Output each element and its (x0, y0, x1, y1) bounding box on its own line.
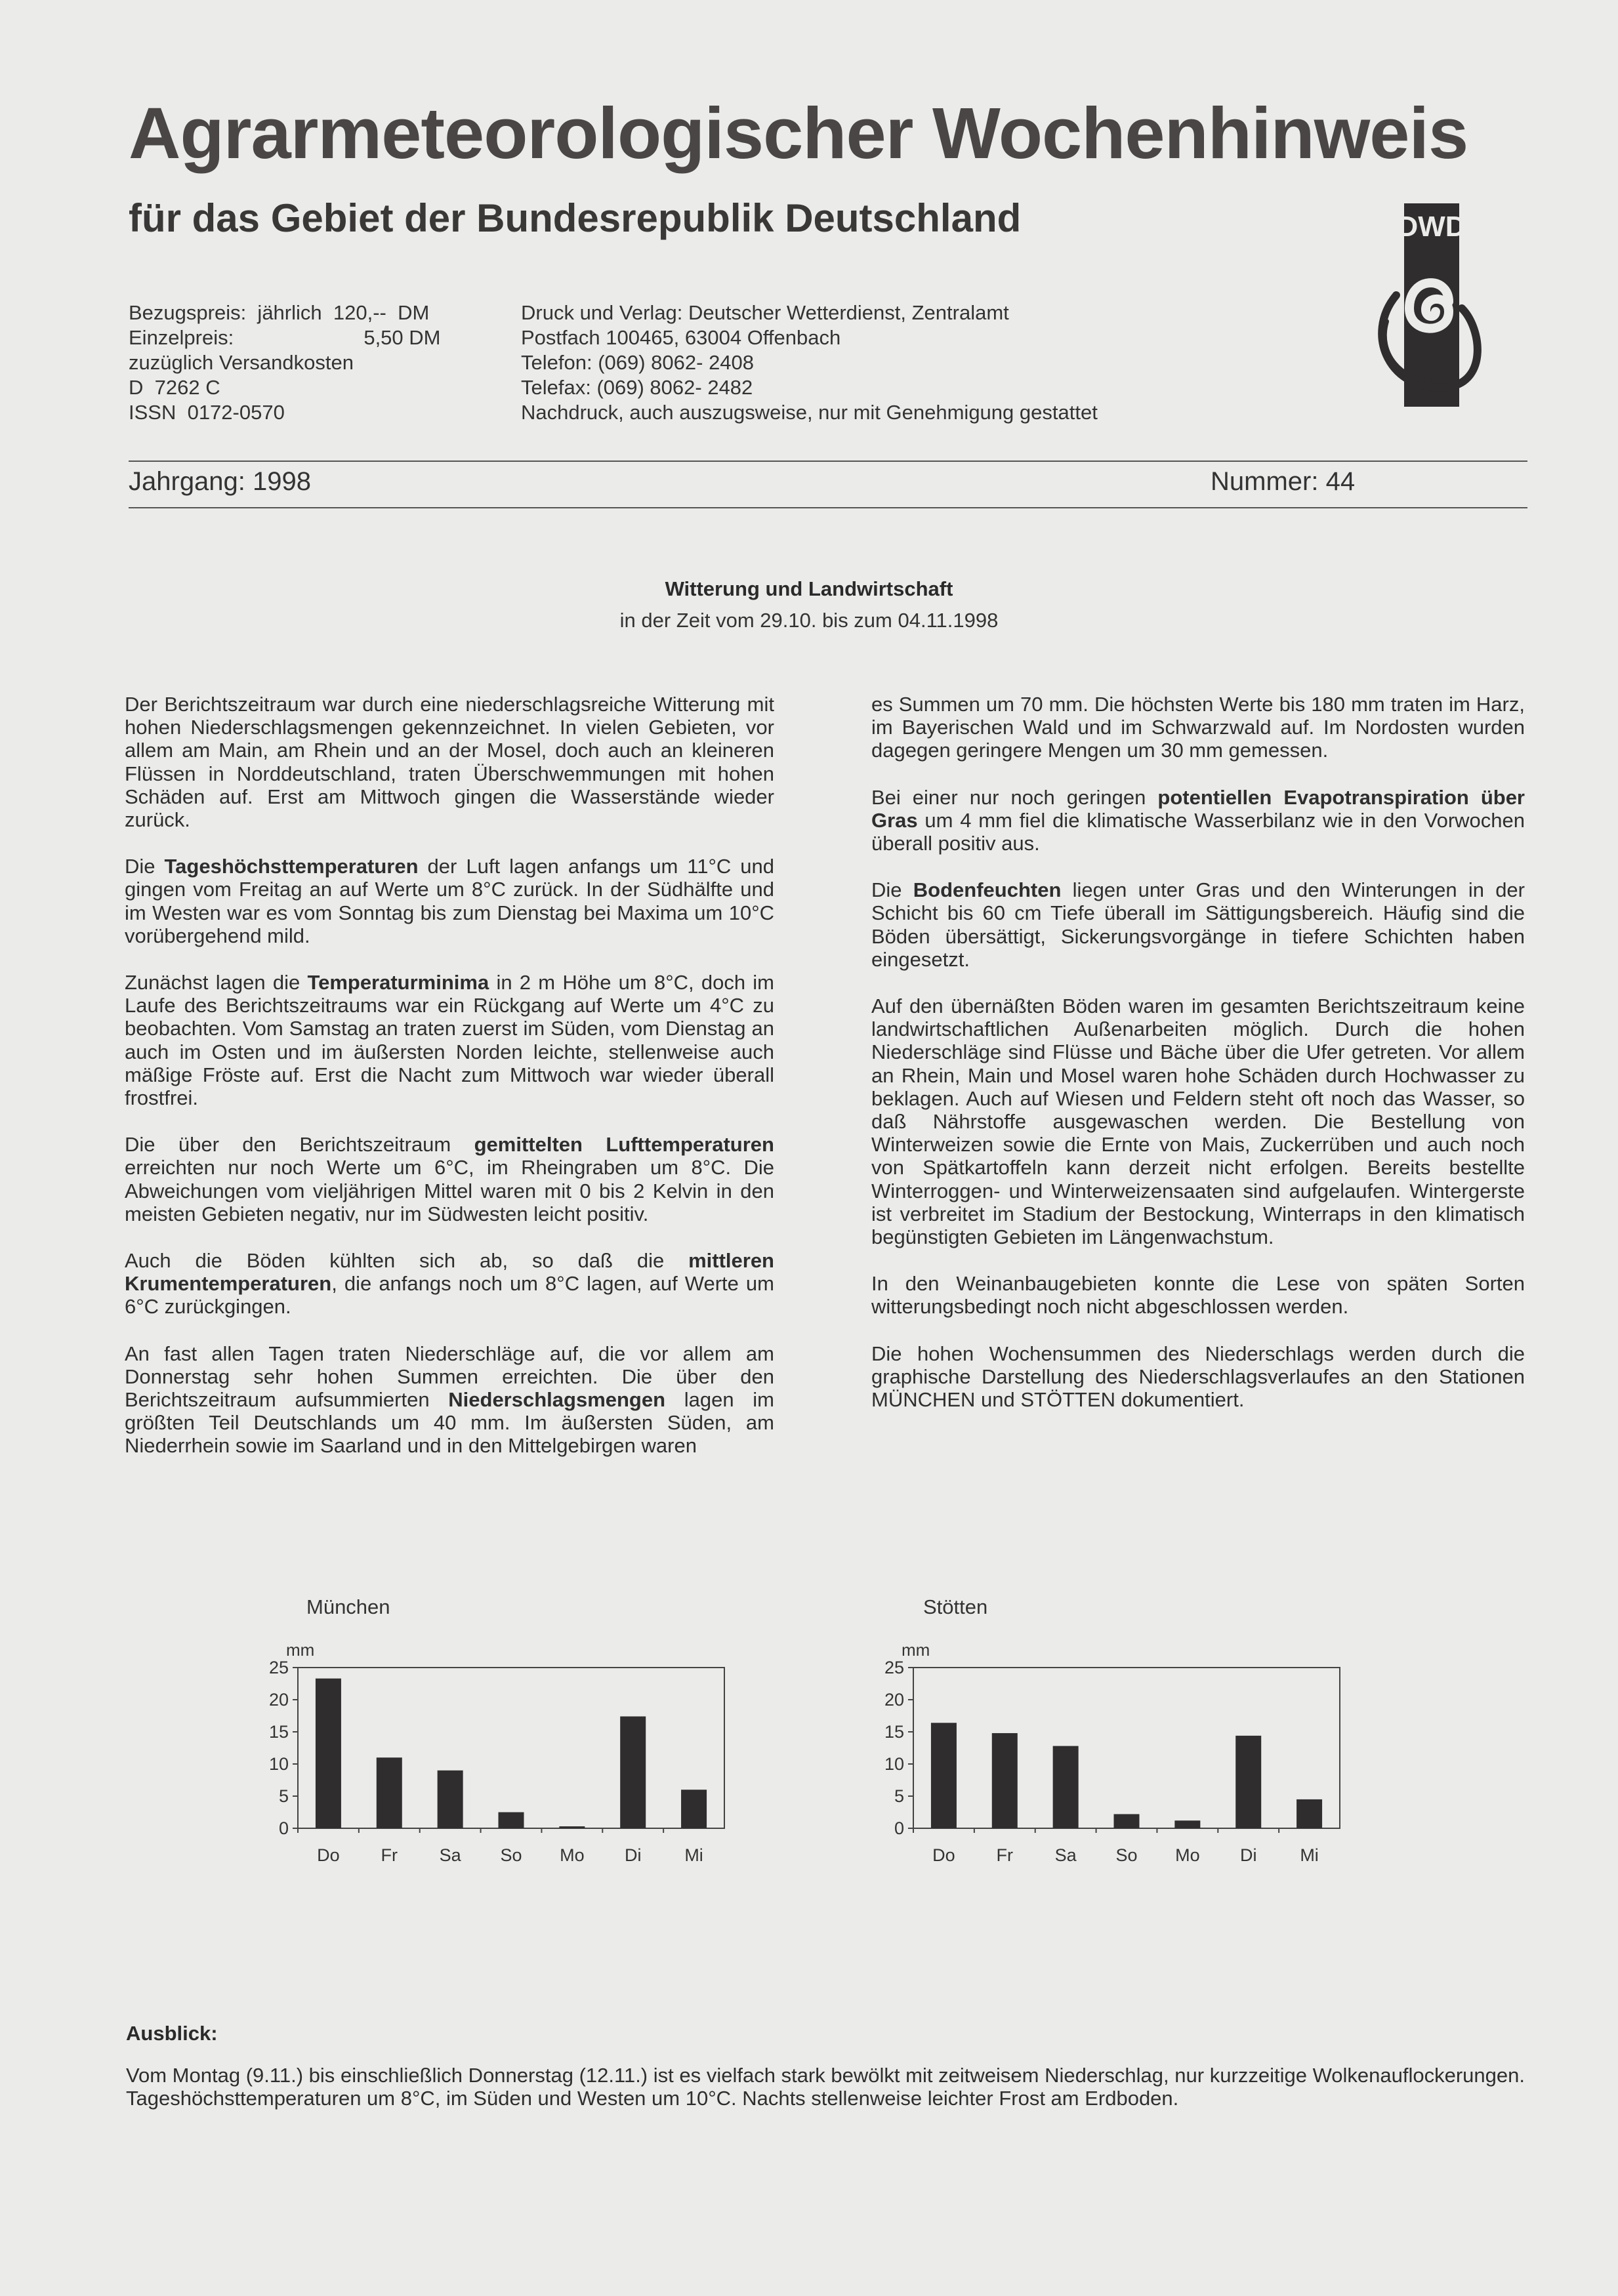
y-tick-label: 0 (894, 1818, 904, 1838)
x-tick-label: Mo (560, 1845, 585, 1865)
right-column-paragraph: es Summen um 70 mm. Die höchsten Werte bis 180 mm traten im Harz, im Bayerischen Wald und im Schwarzwald auf. Im Nordosten wurden dagegen geringere Mengen um 30 mm gemessen. (871, 693, 1525, 762)
chart-title-stoetten: Stötten (923, 1595, 988, 1618)
x-tick-label: Di (624, 1845, 642, 1865)
bar-So (499, 1813, 524, 1829)
right-column-paragraph: Die hohen Wochensummen des Niederschlags werden durch die graphische Darstellung des Niederschlagsverlaufes an den Stationen MÜNCHEN und STÖTTEN dokumentiert. (871, 1342, 1525, 1412)
x-tick-label: Mi (1300, 1845, 1319, 1865)
bar-Mo (559, 1826, 585, 1828)
x-tick-label: Do (932, 1845, 955, 1865)
dwd-logo (1350, 197, 1482, 413)
chart-stoetten (865, 1633, 1390, 1876)
bar-Sa (1053, 1746, 1079, 1828)
right-column-paragraph: Die Bodenfeuchten liegen unter Gras und den Winterungen in der Schicht bis 60 cm Tiefe überall im Sättigungsbereich. Häufig sind die Böden übersättigt, Sickerungsvorgänge in tiefere Schichten haben eingesetzt. (871, 878, 1525, 971)
y-tick-label: 25 (268, 1658, 289, 1677)
right-column-paragraph: In den Weinanbaugebieten konnte die Lese von späten Sorten witterungsbedingt noch nicht abgeschlossen werden. (871, 1272, 1525, 1319)
y-axis-unit: mm (902, 1640, 930, 1660)
bar-Fr (992, 1733, 1018, 1828)
bar-So (1114, 1814, 1140, 1828)
plot-area (913, 1668, 1340, 1828)
body-left-column (125, 693, 774, 1481)
bar-Sa (438, 1771, 463, 1828)
left-column-paragraph: Der Berichtszeitraum war durch eine niederschlagsreiche Witterung mit hohen Niederschlagsmengen gekennzeichnet. In vielen Gebieten, vor allem am Main, am Rhein und an der Mosel, doch auch an kleineren Flüssen in Norddeutschland, traten Überschwemmungen mit hohen Schäden auf. Erst am Mittwoch gingen die Wasserstände wieder zurück. (125, 693, 774, 832)
y-tick-label: 15 (884, 1722, 904, 1742)
left-column-paragraph: An fast allen Tagen traten Niederschläge auf, die vor allem am Donnerstag sehr hohen Summen erreichten. Die über den Berichtszeitraum aufsummierten Niederschlagsmengen lagen im größten Teil Deutschlands um 40 mm. Im äußersten Süden, am Niederrhein sowie im Saarland und in den Mittelgebirgen waren (125, 1342, 774, 1458)
bar-Do (931, 1723, 957, 1828)
x-tick-label: Sa (439, 1845, 461, 1865)
x-tick-label: So (500, 1845, 522, 1865)
report-period: in der Zeit vom 29.10. bis zum 04.11.1998 (619, 609, 999, 632)
bar-Mi (1296, 1799, 1322, 1828)
dwd-logo-text: DWD (1397, 211, 1466, 243)
outlook-text: Vom Montag (9.11.) bis einschließlich Donnerstag (12.11.) ist es vielfach stark bewölkt mit zeitweisem Niederschlag, nur kurzzeitige Wolkenauflockerungen. Tageshöchsttemperaturen um 8°C, im Süden und Westen um 10°C. Nachts stellenweise leichter Frost am Erdboden. (126, 2064, 1525, 2110)
y-tick-label: 20 (884, 1690, 904, 1710)
chart-muenchen (249, 1633, 774, 1876)
top-rule (129, 461, 1527, 462)
bar-Fr (377, 1757, 402, 1828)
bar-Mo (1174, 1820, 1200, 1828)
x-tick-label: Di (1239, 1845, 1257, 1865)
y-tick-label: 0 (278, 1818, 289, 1838)
outlook-heading: Ausblick: (126, 2022, 218, 2045)
bottom-rule (129, 507, 1527, 508)
volume-label: Jahrgang: 1998 (129, 467, 312, 496)
subscription-info: Bezugspreis: jährlich 120,-- DM Einzelpreis: 5,50 DM zuzüglich Versandkosten D 7262 C ISSN 0172-0570 (129, 301, 441, 424)
left-column-paragraph: Die Tageshöchsttemperaturen der Luft lagen anfangs um 11°C und gingen vom Freitag an auf Werte um 8°C zurück. In der Südhälfte und im Westen war es vom Sonntag bis zum Dienstag bei Maxima um 10°C vorübergehend mild. (125, 855, 774, 947)
section-heading: Witterung und Landwirtschaft (665, 577, 953, 600)
publisher-info: Druck und Verlag: Deutscher Wetterdienst, Zentralamt Postfach 100465, 63004 Offenbach Telefon: (069) 8062- 2408 Telefax: (069) 8062- 2482 Nachdruck, auch auszugsweise, nur mit Genehmigung gestattet (521, 301, 1098, 424)
x-tick-label: Fr (996, 1845, 1014, 1865)
x-tick-label: Mo (1175, 1845, 1200, 1865)
x-tick-label: Do (317, 1845, 340, 1865)
body-right-column (871, 693, 1525, 1435)
x-tick-label: Sa (1054, 1845, 1077, 1865)
left-column-paragraph: Die über den Berichtszeitraum gemittelten Lufttemperaturen erreichten nur noch Werte um 6°C, im Rheingraben um 8°C. Die Abweichungen vom vieljährigen Mittel waren mit 0 bis 2 Kelvin in den meisten Gebieten negativ, nur im Südwesten leicht positiv. (125, 1133, 774, 1225)
plot-area (298, 1668, 724, 1828)
y-tick-label: 5 (894, 1786, 904, 1806)
page-title: Agrarmeteorologischer Wochenhinweis (129, 93, 1468, 174)
y-tick-label: 10 (884, 1754, 904, 1774)
x-tick-label: So (1115, 1845, 1138, 1865)
bar-Do (316, 1679, 341, 1828)
bar-Mi (681, 1790, 707, 1828)
y-tick-label: 20 (268, 1690, 289, 1710)
left-column-paragraph: Auch die Böden kühlten sich ab, so daß die mittleren Krumentemperaturen, die anfangs noch um 8°C lagen, auf Werte um 6°C zurückgingen. (125, 1249, 774, 1319)
right-column-paragraph: Auf den übernäßten Böden waren im gesamten Berichtszeitraum keine landwirtschaftlichen Außenarbeiten möglich. Durch die hohen Niederschläge sind Flüsse und Bäche über die Ufer getreten. Vor allem an Rhein, Main und Mosel waren hohe Schäden durch Hochwasser zu beklagen. Auch auf Wiesen und Feldern steht oft noch das Wasser, so daß Nährstoffe ausgewaschen werden. Die Bestellung von Winterweizen sowie die Ernte von Mais, Zuckerrüben und auch noch von Spätkartoffeln kann derzeit nicht erfolgen. Bereits bestellte Winterroggen- und Winterweizensaaten sind aufgelaufen. Wintergerste ist verbreitet im Stadium der Bestockung, Winterraps in den klimatisch begünstigten Gebieten im Längenwachstum. (871, 994, 1525, 1249)
bar-Di (1235, 1736, 1261, 1828)
page-subtitle: für das Gebiet der Bundesrepublik Deutschland (129, 196, 1022, 240)
right-column-paragraph: Bei einer nur noch geringen potentiellen Evapotranspiration über Gras um 4 mm fiel die klimatische Wasserbilanz wie in den Vorwochen überall positiv aus. (871, 785, 1525, 855)
chart-title-muenchen: München (306, 1595, 390, 1618)
y-axis-unit: mm (286, 1640, 315, 1660)
y-tick-label: 10 (268, 1754, 289, 1774)
issue-number: Nummer: 44 (1211, 467, 1356, 496)
y-tick-label: 5 (278, 1786, 289, 1806)
y-tick-label: 25 (884, 1658, 904, 1677)
left-column-paragraph: Zunächst lagen die Temperaturminima in 2 m Höhe um 8°C, doch im Laufe des Berichtszeitraums war ein Rückgang auf Werte um 4°C zu beobachten. Vom Samstag an traten zuerst im Süden, vom Dienstag an auch im Osten und im äußersten Norden leichte, stellenweise auch mäßige Fröste auf. Erst die Nacht zum Mittwoch war wieder überall frostfrei. (125, 971, 774, 1110)
x-tick-label: Mi (684, 1845, 703, 1865)
x-tick-label: Fr (381, 1845, 398, 1865)
bar-Di (620, 1716, 646, 1828)
y-tick-label: 15 (268, 1722, 289, 1742)
